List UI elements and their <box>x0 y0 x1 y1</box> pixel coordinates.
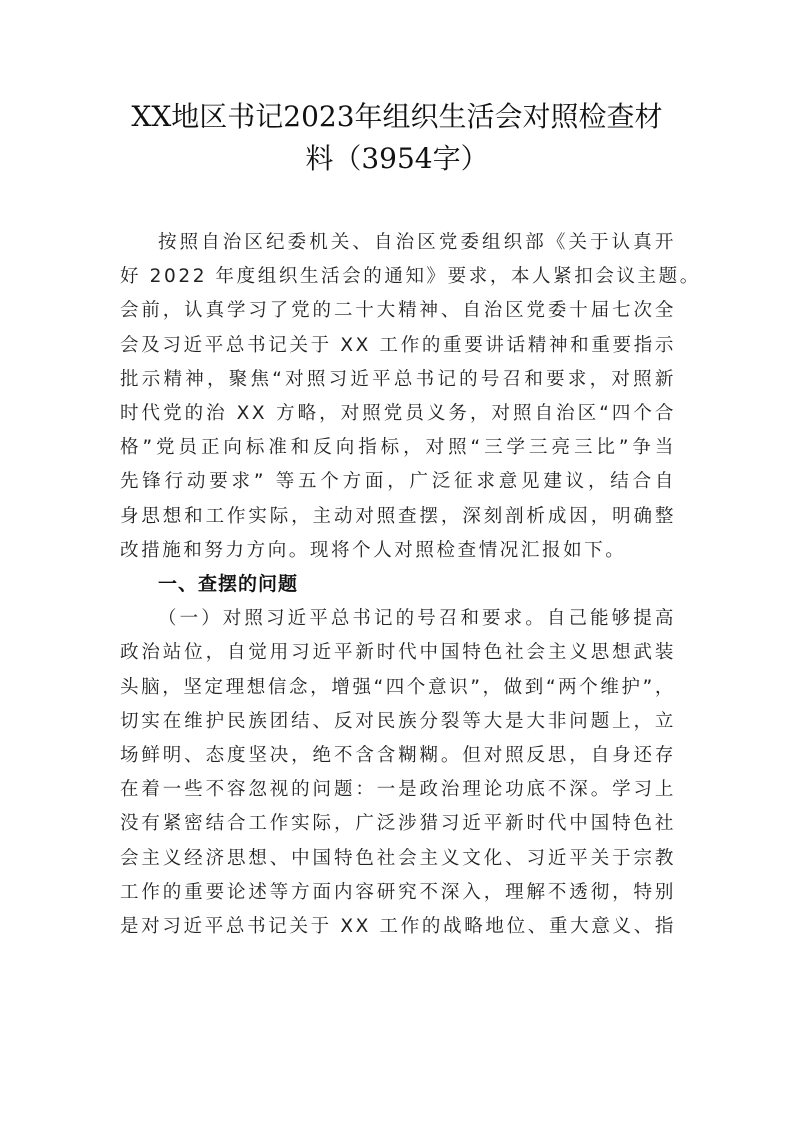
intro-paragraph <box>120 226 701 568</box>
text-line: 批示精神，聚焦“对照习近平总书记的号召和要求，对照新 <box>120 368 676 390</box>
text-line: 先锋行动要求” 等五个方面，广泛征求意见建议，结合自 <box>120 471 676 493</box>
text-line: 是对习近平总书记关于 XX 工作的战略地位、重大意义、指 <box>120 916 676 938</box>
text-line: （一）对照习近平总书记的号召和要求。自己能够提高 <box>158 608 676 630</box>
text-line: 政治站位，自觉用习近平新时代中国特色社会主义思想武装 <box>120 642 676 664</box>
text-line: 格”党员正向标准和反向指标，对照“三学三亮三比”争当 <box>120 437 676 459</box>
section1-paragraph <box>120 602 676 944</box>
document-title <box>110 96 684 180</box>
text-line: 改措施和努力方向。现将个人对照检查情况汇报如下。 <box>120 539 627 561</box>
title-line-2: 料（3954字） <box>305 142 489 175</box>
text-line: 会主义经济思想、中国特色社会主义文化、习近平关于宗教 <box>120 847 676 869</box>
text-line: 身思想和工作实际，主动对照查摆，深刻剖析成因，明确整 <box>120 505 676 527</box>
text-line: 头脑，坚定理想信念，增强“四个意识”，做到“两个维护”， <box>120 676 676 698</box>
text-line: 在着一些不容忽视的问题：一是政治理论功底不深。学习上 <box>120 779 676 801</box>
text-line: 会及习近平总书记关于 XX 工作的重要讲话精神和重要指示 <box>120 334 676 356</box>
text-line: 会前，认真学习了党的二十大精神、自治区党委十届七次全 <box>120 300 676 322</box>
section-heading: 一、查摆的问题 <box>158 574 299 596</box>
text-line: 切实在维护民族团结、反对民族分裂等大是大非问题上，立 <box>120 710 676 732</box>
text-line: 时代党的治 XX 方略，对照党员义务，对照自治区“四个合 <box>120 403 676 425</box>
text-line: 场鲜明、态度坚决，绝不含含糊糊。但对照反思，自身还存 <box>120 745 676 767</box>
text-line: 没有紧密结合工作实际，广泛涉猎习近平新时代中国特色社 <box>120 813 676 835</box>
document-body <box>120 226 701 944</box>
text-line: 按照自治区纪委机关、自治区党委组织部《关于认真开 <box>158 232 676 253</box>
title-line-1: XX地区书记2023年组织生活会对照检查材 <box>131 100 663 133</box>
text-line: 好 2022 年度组织生活会的通知》要求，本人紧扣会议主题。 <box>120 266 701 288</box>
text-line: 工作的重要论述等方面内容研究不深入，理解不透彻，特别 <box>120 881 676 903</box>
